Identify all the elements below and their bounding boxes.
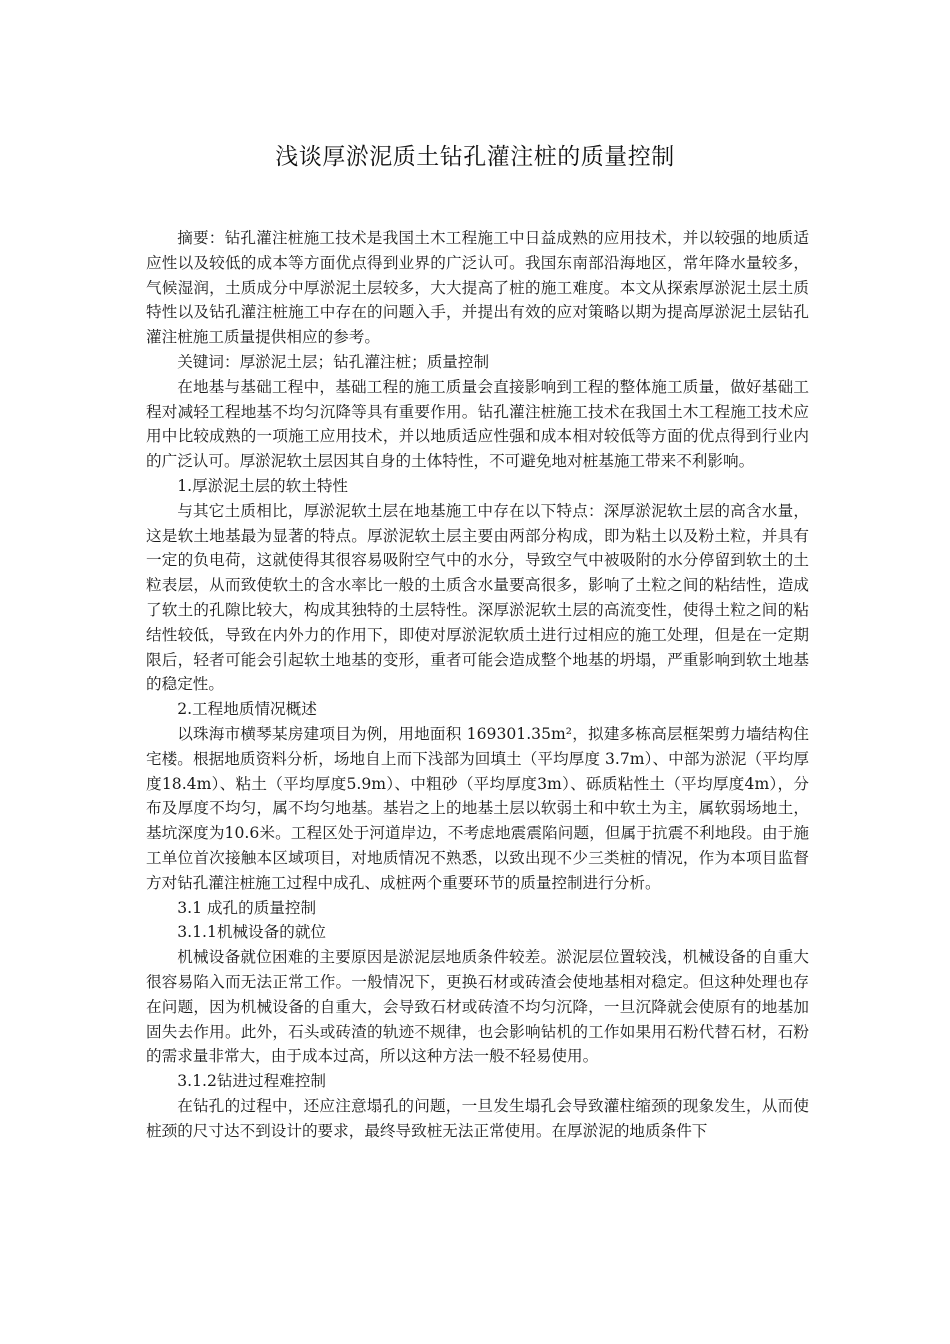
section-3-1-2-paragraph: 在钻孔的过程中，还应注意塌孔的问题，一旦发生塌孔会导致灌柱缩颈的现象发生，从而使桩颈的尺寸达不到设计的要求，最终导致桩无法正常使用。在厚淤泥的地质条件下 <box>146 1096 809 1140</box>
section-heading-3-1-1: 3.1.1机械设备的就位 <box>177 923 327 942</box>
section-heading-3-1: 3.1 成孔的质量控制 <box>177 898 317 917</box>
section-2-paragraph: 以珠海市横琴某房建项目为例，用地面积 169301.35m²，拟建多栋高层框架剪力墙结构住宅楼。根据地质资料分析，场地自上而下浅部为回填土（平均厚度 3.7m）、中部为淤泥（平均厚度18.4m）、粘土（平均厚度5.9m）、中粗砂（平均厚度3m）、砾质粘性土（平均厚度4m），分布及厚度不均匀，属不均匀地基。基岩之上的地基土层以软弱土和中软土为主，属软弱场地土，基坑深度为10.6米。工程区处于河道岸边，不考虑地震震陷问题，但属于抗震不利地段。由于施工单位首次接触本区域项目，对地质情况不熟悉，以致出现不少三类桩的情况，作为本项目监督方对钻孔灌注桩施工过程中成孔、成桩两个重要环节的质量控制进行分析。 <box>146 724 809 892</box>
document-body <box>146 226 809 1143</box>
abstract-paragraph: 摘要：钻孔灌注桩施工技术是我国土木工程施工中日益成熟的应用技术，并以较强的地质适应性以及较低的成本等方面优点得到业界的广泛认可。我国东南部沿海地区，常年降水量较多，气候湿润，土质成分中厚淤泥土层较多，大大提高了桩的施工难度。本文从探索厚淤泥土层土质特性以及钻孔灌注桩施工中存在的问题入手，并提出有效的应对策略以期为提高厚淤泥土层钻孔灌注桩施工质量提供相应的参考。 <box>146 229 809 347</box>
section-heading-3-1-2: 3.1.2钻进过程难控制 <box>177 1072 327 1091</box>
page-title: 浅谈厚淤泥质土钻孔灌注桩的质量控制 <box>275 144 675 170</box>
section-3-1-1-paragraph: 机械设备就位困难的主要原因是淤泥层地质条件较差。淤泥层位置较浅，机械设备的自重大很容易陷入而无法正常工作。一般情况下，更换石材或砖渣会使地基相对稳定。但这种处理也存在问题，因为机械设备的自重大，会导致石材或砖渣不均匀沉降，一旦沉降就会使原有的地基加固失去作用。此外，石头或砖渣的轨迹不规律，也会影响钻机的工作如果用石粉代替石材，石粉的需求量非常大，由于成本过高，所以这种方法一般不轻易使用。 <box>146 948 809 1066</box>
keywords-paragraph: 关键词：厚淤泥土层；钻孔灌注桩；质量控制 <box>177 352 490 371</box>
section-heading-1: 1.厚淤泥土层的软土特性 <box>177 476 349 495</box>
section-1-paragraph: 与其它土质相比，厚淤泥软土层在地基施工中存在以下特点：深厚淤泥软土层的高含水量，这是软土地基最为显著的特点。厚淤泥软土层主要由两部分构成，即为粘土以及粉土粒，并具有一定的负电荷，这就使得其很容易吸附空气中的水分，导致空气中被吸附的水分停留到软土的土粒表层，从而致使软土的含水率比一般的土质含水量要高很多，影响了土粒之间的粘结性，造成了软土的孔隙比较大，构成其独特的土层特性。深厚淤泥软土层的高流变性，使得土粒之间的粘结性较低，导致在内外力的作用下，即使对厚淤泥软质土进行过相应的施工处理，但是在一定期限后，轻者可能会引起软土地基的变形，重者可能会造成整个地基的坍塌，严重影响到软土地基的稳定性。 <box>146 501 809 694</box>
intro-paragraph: 在地基与基础工程中，基础工程的施工质量会直接影响到工程的整体施工质量，做好基础工程对减轻工程地基不均匀沉降等具有重要作用。钻孔灌注桩施工技术在我国土木工程施工技术应用中比较成熟的一项施工应用技术，并以地质适应性强和成本相对较低等方面的优点得到行业内的广泛认可。厚淤泥软土层因其自身的土体特性，不可避免地对桩基施工带来不利影响。 <box>146 377 809 471</box>
section-heading-2: 2.工程地质情况概述 <box>177 700 317 719</box>
